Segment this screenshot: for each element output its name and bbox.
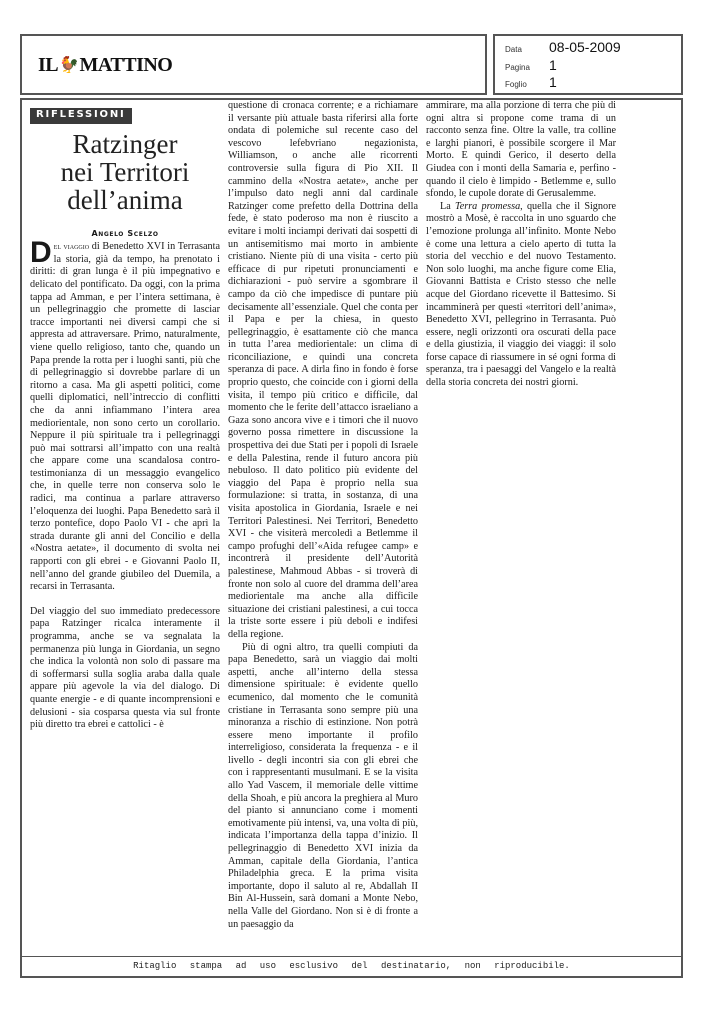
meta-date bbox=[505, 39, 621, 55]
column-middle bbox=[228, 100, 418, 931]
paragraph: Più di ogni altro, tra quelli compiuti da papa Benedetto, sarà un viaggio dai molti aspetti, anche all’interno della stessa dimensione spirituale: è evidente quello ecumenico, dal momento che le comunità cristiane in Terrasanta sono sempre più una minoranza a rischio di estinzione. Non potrà essere meno importante il profilo interreligioso, considerata la frequenza - e il livello - degli incontri sia con gli ebrei che con i rappresentanti musulmani. E se la visita allo Yad Vascem, il memoriale delle vittime della Shoah, e più ancora la preghiera al Muro del pianto si annunciano come i momenti emotivamente più intensi, va, una volta di più, indicata l’importanza della tappa d’inizio. Il pellegrinaggio di Benedetto XVI inizia da Amman, capitale della Giordania, l’antica Philadelphia greca. E la prima visita importante, dopo il saluto al re, Abdallah II Bin Al-Hussein, sarà domani a Monte Nebo, nella Valle del Giordano. Non si è di fronte a un paesaggio da bbox=[228, 641, 418, 930]
article-title bbox=[30, 130, 220, 214]
drop-cap: D bbox=[30, 236, 52, 270]
paragraph: ammirare, ma alla porzione di terra che più di ogni altra si propone come trama di un racconto senza fine. Oltre la valle, tra colline e larghi pianori, è possibile scorgere il Mar Morto. E quindi Gerico, il deserto della Giudea con i monti della Samaria e, perfino - quando il cielo è limpido - Betlemme e, sullo sfondo, le cupole dorate di Gerusalemme. bbox=[426, 100, 616, 200]
logo-text-mattino: MATTINO bbox=[79, 54, 173, 76]
paragraph bbox=[426, 201, 616, 390]
logo-text-il: IL bbox=[38, 54, 59, 76]
rooster-icon: 🐓 bbox=[59, 57, 79, 74]
author-byline: Angelo Scelzo bbox=[91, 228, 159, 238]
column-right bbox=[426, 100, 616, 390]
newspaper-logo bbox=[38, 54, 172, 77]
paragraph-text: , quella che il Signore mostrò a Mosè, è raccolta in uno sguardo che l’emozione prolunga all’infinito. Monte Nebo è come una lettura a cielo aperto di tutta la storia del vecchio e del nuovo Testamento. Non solo luoghi, ma anche figure come Elia, Giovanni Battista e Cristo stesso che nelle acque del Giordano ricevette il Battesimo. Si incamminerà per questi «territori dell’anima», Benedetto XVI, pellegrino in Terrasanta. Può essere, negli orizzonti ora oscurati della pace e della giustizia, il viaggio dei viaggi: il solo forse capace di riassumere in sé ogni forma di speranza, tra i paesaggi del Vangelo e la realtà della storia concreta dei nostri giorni. bbox=[426, 200, 617, 389]
meta-label: Foglio bbox=[505, 80, 527, 89]
paragraph-text: di Benedetto XVI in Terrasanta la storia, già da tempo, ha prenotato i diritti: di gran lunga è il più impegnativo e delicato del pontificato. Da oggi, con la prima tappa ad Amman, e per l’intera settimana, è un pellegrinaggio che promette di lasciar tracce importanti nei diversi campi che si appresta ad attraversare. Primo, naturalmente, viene quello religioso, tanto che, quando un Papa prende la rotta per i luoghi santi, più che di pellegrinaggio si dovrebbe parlare di un ritorno a casa. Ma gli aspetti politici, come quelli diplomatici, nell’intreccio di conflitti che da anni infiammano l’intera area mediorientale, non sono certo un corollario. Neppure il più spirituale tra i pellegrinaggi può mai sottrarsi all’impatto con una realtà che appare come una scandalosa contro-testimonianza di un messaggio evangelico che, in quelle terre non conserva solo le radici, ma continua a parlare attraverso l’eloquenza dei luoghi. Papa Benedetto sarà il terzo pontefice, dopo Paolo VI - che aprì la strada durante gli anni del Concilio e della «Nostra aetate», il documento di svolta nei rapporti con gli ebrei - e Giovanni Paolo II, nell’anno del grande giubileo del Duemila, a recarsi in Terrasanta. bbox=[30, 241, 220, 593]
lead-smallcaps: el viaggio bbox=[53, 241, 90, 252]
masthead-box bbox=[20, 34, 487, 95]
lead-paragraph bbox=[30, 236, 220, 594]
meta-label: Data bbox=[505, 45, 522, 54]
meta-page bbox=[505, 57, 557, 73]
paragraph: questione di cronaca corrente; e a richiamare il versante più attuale basta riferirsi alla forte ondata di polemiche sul recente caso del vescovo lefebvriano negazionista, Williamson, o anche alle ricorrenti controversie sulla figura di Pio XII. Il cammino della «Nostra aetate», anche per l’impulso dato negli anni dal cardinale Ratzinger come prefetto della Dottrina della fede, è stato poderoso ma non è riuscito a evitare i molti inciampi derivati dai sospetti di un antisemitismo mai morto in ambiente cristiano. Niente più di una visita - certo più efficace di pur ripetuti pronunciamenti e dichiarazioni - può servire a sgombrare il campo da ciò che impedisce di puntare più decisamente all’essenziale. Quel che conta per il Papa e per la chiesa, in questo pellegrinaggio, è esattamente ciò che manca in tutta l’area mediorientale: un clima di riconciliazione, e quindi una concreta speranza di pace. A dirla fino in fondo è forse proprio questo, che coincide con i giorni della visita, il tempo più critico e difficile, dal momento che le ferite dell’attacco israeliano a Gaza sono ancora vive e i timori che il nuovo governo possa rimettere in discussione la prospettiva dei due Stati per i popoli di Israele e della Palestina, rende il futuro ancora più nebuloso. Il dato politico più evidente del viaggio del Papa è proprio nella sua formulazione: si tratta, in sostanza, di una visita apostolica in Giordania, Israele e nei Territori Palestinesi. Nei Territori, Benedetto XVI - che visiterà mercoledì a Betlemme il campo profughi dell’«Aida refugee camp» e incontrerà il presidente dell’Autorità palestinese, Mahmoud Abbas - si troverà di fronte non solo al cuore del dramma dell’area mediorientale ma anche alla difficile situazione dei cristiani palestinesi, a cui tocca la triste sorte essere i più deboli e indifesi della regione. bbox=[228, 100, 418, 640]
article-box bbox=[20, 98, 683, 978]
meta-value: 1 bbox=[549, 57, 557, 73]
title-line: dell’anima bbox=[67, 184, 183, 215]
reproduction-notice: Ritaglio stampa ad uso esclusivo del destinatario, non riproducibile. bbox=[22, 956, 681, 976]
column-left bbox=[30, 100, 220, 732]
meta-value: 08-05-2009 bbox=[549, 39, 621, 55]
italic-phrase: Terra promessa bbox=[454, 200, 521, 212]
clipping-meta-box bbox=[493, 34, 683, 95]
meta-sheet bbox=[505, 74, 557, 90]
section-kicker: RIFLESSIONI bbox=[30, 108, 132, 124]
paragraph-start: La bbox=[440, 200, 451, 212]
meta-value: 1 bbox=[549, 74, 557, 90]
meta-label: Pagina bbox=[505, 63, 530, 72]
paragraph-left-bottom: Del viaggio del suo immediato predecessore papa Ratzinger ricalca interamente il programma, anche se va segnalata la permanenza più lunga in Giordania, un segno che indica la volontà non solo di passare ma di soffermarsi sulla soglia araba dalla quale appare più agevole la via del dialogo. Di quante energie - e di quante incomprensioni e delusioni - sia cosparsa questa via sul fronte più diretto tra ebrei e cattolici - è bbox=[30, 605, 220, 731]
title-line: Ratzinger bbox=[72, 128, 178, 159]
title-line: nei Territori bbox=[60, 156, 190, 187]
